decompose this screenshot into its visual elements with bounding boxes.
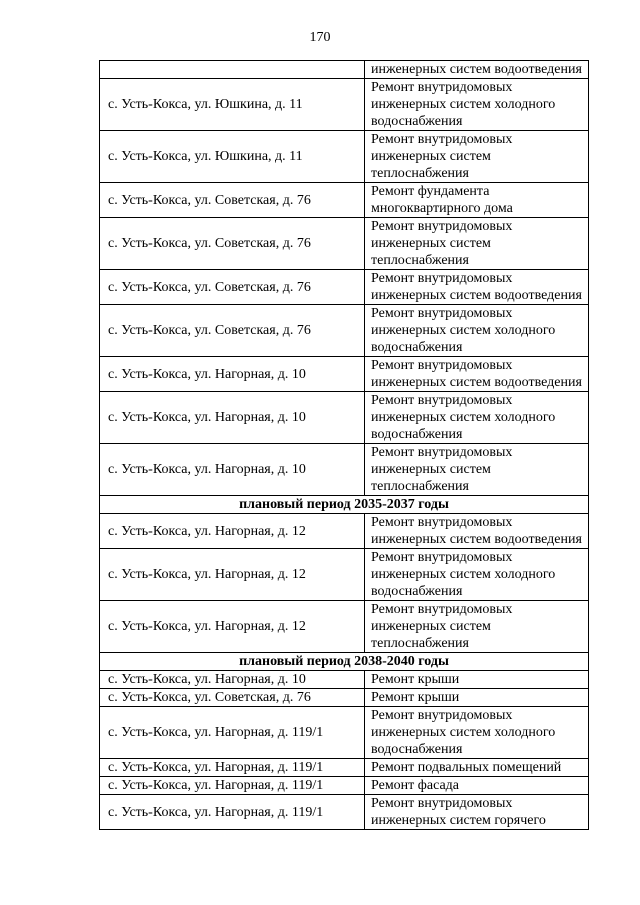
work-type-cell bbox=[365, 671, 589, 689]
work-type-line: инженерных систем bbox=[371, 619, 491, 634]
period-header: плановый период 2035-2037 годы bbox=[100, 496, 589, 514]
table-row bbox=[100, 689, 589, 707]
work-type-cell bbox=[365, 183, 589, 218]
work-type-cell bbox=[365, 759, 589, 777]
work-type-line: Ремонт внутридомовых bbox=[371, 445, 513, 460]
work-type-line: Ремонт внутридомовых bbox=[371, 796, 513, 811]
work-type-line: Ремонт фундамента bbox=[371, 184, 490, 199]
work-type-cell bbox=[365, 689, 589, 707]
table-row bbox=[100, 514, 589, 549]
work-type-cell bbox=[365, 777, 589, 795]
work-type-cell bbox=[365, 514, 589, 549]
work-type-line: инженерных систем холодного bbox=[371, 410, 556, 425]
work-type-line: инженерных систем водоотведения bbox=[371, 375, 582, 390]
address-cell bbox=[100, 61, 365, 79]
work-type-line: водоснабжения bbox=[371, 340, 463, 355]
work-type-cell bbox=[365, 218, 589, 270]
table-row bbox=[100, 305, 589, 357]
table-row bbox=[100, 131, 589, 183]
table-row bbox=[100, 777, 589, 795]
address-cell: с. Усть-Кокса, ул. Нагорная, д. 10 bbox=[100, 671, 365, 689]
table-row bbox=[100, 444, 589, 496]
work-type-line: Ремонт подвальных помещений bbox=[371, 760, 562, 775]
work-type-cell bbox=[365, 270, 589, 305]
table-row bbox=[100, 671, 589, 689]
work-type-line: инженерных систем холодного bbox=[371, 97, 556, 112]
address-cell: с. Усть-Кокса, ул. Нагорная, д. 12 bbox=[100, 549, 365, 601]
address-cell: с. Усть-Кокса, ул. Нагорная, д. 119/1 bbox=[100, 707, 365, 759]
work-type-line: инженерных систем bbox=[371, 149, 491, 164]
work-type-cell bbox=[365, 131, 589, 183]
address-cell: с. Усть-Кокса, ул. Нагорная, д. 119/1 bbox=[100, 795, 365, 830]
work-type-line: водоснабжения bbox=[371, 742, 463, 757]
work-type-line: инженерных систем водоотведения bbox=[371, 288, 582, 303]
work-type-line: инженерных систем холодного bbox=[371, 725, 556, 740]
work-type-line: Ремонт внутридомовых bbox=[371, 393, 513, 408]
table-row bbox=[100, 795, 589, 830]
work-type-cell bbox=[365, 707, 589, 759]
work-type-line: инженерных систем bbox=[371, 236, 491, 251]
work-type-cell bbox=[365, 79, 589, 131]
work-type-line: Ремонт внутридомовых bbox=[371, 306, 513, 321]
work-type-cell bbox=[365, 61, 589, 79]
work-type-line: инженерных систем bbox=[371, 462, 491, 477]
work-type-line: Ремонт внутридомовых bbox=[371, 602, 513, 617]
work-type-line: Ремонт внутридомовых bbox=[371, 550, 513, 565]
table-row bbox=[100, 392, 589, 444]
work-type-line: Ремонт внутридомовых bbox=[371, 358, 513, 373]
work-type-line: Ремонт крыши bbox=[371, 690, 460, 705]
work-type-line: Ремонт внутридомовых bbox=[371, 80, 513, 95]
work-type-cell bbox=[365, 305, 589, 357]
work-type-line: водоснабжения bbox=[371, 114, 463, 129]
work-type-cell bbox=[365, 795, 589, 830]
period-header-row bbox=[100, 496, 589, 514]
work-type-line: инженерных систем холодного bbox=[371, 567, 556, 582]
work-type-line: Ремонт внутридомовых bbox=[371, 219, 513, 234]
table-row bbox=[100, 270, 589, 305]
work-type-cell bbox=[365, 357, 589, 392]
table-row bbox=[100, 549, 589, 601]
address-cell: с. Усть-Кокса, ул. Юшкина, д. 11 bbox=[100, 79, 365, 131]
address-cell: с. Усть-Кокса, ул. Нагорная, д. 10 bbox=[100, 392, 365, 444]
table-row bbox=[100, 759, 589, 777]
work-type-cell bbox=[365, 392, 589, 444]
work-type-line: теплоснабжения bbox=[371, 166, 469, 181]
address-cell: с. Усть-Кокса, ул. Нагорная, д. 119/1 bbox=[100, 759, 365, 777]
address-cell: с. Усть-Кокса, ул. Советская, д. 76 bbox=[100, 218, 365, 270]
address-cell: с. Усть-Кокса, ул. Советская, д. 76 bbox=[100, 689, 365, 707]
work-type-line: Ремонт крыши bbox=[371, 672, 460, 687]
address-cell: с. Усть-Кокса, ул. Советская, д. 76 bbox=[100, 305, 365, 357]
work-type-line: теплоснабжения bbox=[371, 253, 469, 268]
address-cell: с. Усть-Кокса, ул. Нагорная, д. 10 bbox=[100, 444, 365, 496]
period-header-row bbox=[100, 653, 589, 671]
work-type-line: многоквартирного дома bbox=[371, 201, 513, 216]
work-type-line: Ремонт внутридомовых bbox=[371, 132, 513, 147]
address-cell: с. Усть-Кокса, ул. Советская, д. 76 bbox=[100, 183, 365, 218]
table-row bbox=[100, 357, 589, 392]
table-row bbox=[100, 601, 589, 653]
repair-schedule-table bbox=[99, 60, 589, 830]
address-cell: с. Усть-Кокса, ул. Нагорная, д. 12 bbox=[100, 601, 365, 653]
work-type-line: Ремонт внутридомовых bbox=[371, 271, 513, 286]
table-row bbox=[100, 707, 589, 759]
table-row bbox=[100, 183, 589, 218]
address-cell: с. Усть-Кокса, ул. Юшкина, д. 11 bbox=[100, 131, 365, 183]
table-row bbox=[100, 61, 589, 79]
address-cell: с. Усть-Кокса, ул. Советская, д. 76 bbox=[100, 270, 365, 305]
work-type-line: инженерных систем водоотведения bbox=[371, 532, 582, 547]
work-type-line: Ремонт фасада bbox=[371, 778, 460, 793]
page-number: 170 bbox=[309, 30, 331, 45]
address-cell: с. Усть-Кокса, ул. Нагорная, д. 119/1 bbox=[100, 777, 365, 795]
work-type-cell bbox=[365, 444, 589, 496]
work-type-line: инженерных систем водоотведения bbox=[371, 62, 582, 77]
table-body bbox=[100, 61, 589, 830]
work-type-line: инженерных систем холодного bbox=[371, 323, 556, 338]
table-row bbox=[100, 218, 589, 270]
period-header: плановый период 2038-2040 годы bbox=[100, 653, 589, 671]
work-type-line: Ремонт внутридомовых bbox=[371, 515, 513, 530]
work-type-line: теплоснабжения bbox=[371, 479, 469, 494]
table-row bbox=[100, 79, 589, 131]
address-cell: с. Усть-Кокса, ул. Нагорная, д. 12 bbox=[100, 514, 365, 549]
work-type-line: теплоснабжения bbox=[371, 636, 469, 651]
work-type-line: Ремонт внутридомовых bbox=[371, 708, 513, 723]
work-type-cell bbox=[365, 601, 589, 653]
work-type-line: водоснабжения bbox=[371, 584, 463, 599]
work-type-line: водоснабжения bbox=[371, 427, 463, 442]
work-type-line: инженерных систем горячего bbox=[371, 813, 546, 828]
address-cell: с. Усть-Кокса, ул. Нагорная, д. 10 bbox=[100, 357, 365, 392]
work-type-cell bbox=[365, 549, 589, 601]
